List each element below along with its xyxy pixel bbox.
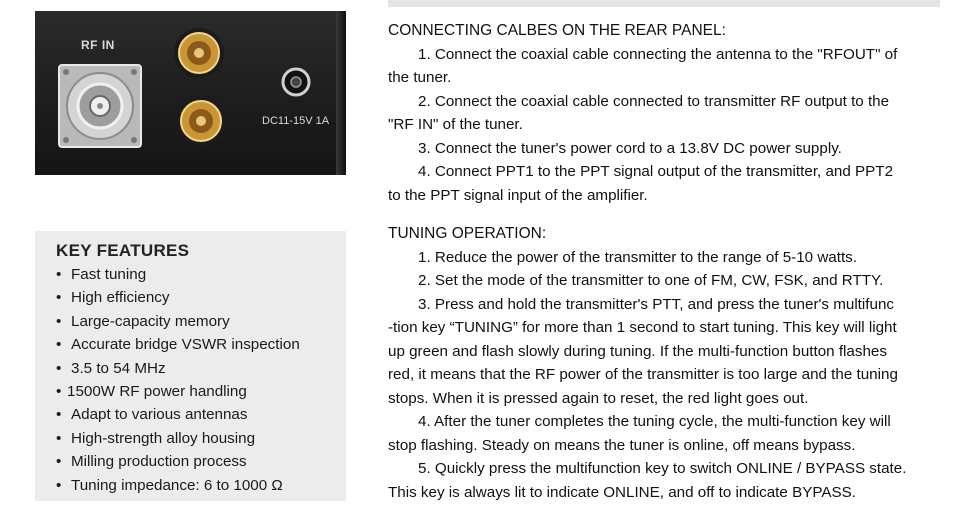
feature-item: • 1500W RF power handling: [56, 383, 247, 401]
rf-in-label: RF IN: [81, 38, 115, 52]
feature-item: • Tuning impedance: 6 to 1000 Ω: [56, 476, 283, 494]
instruction-line: 1. Connect the coaxial cable connecting the antenna to the "RFOUT" of: [418, 45, 898, 63]
feature-item: • Accurate bridge VSWR inspection: [56, 336, 300, 354]
dc-input-label: DC11-15V 1A: [262, 115, 330, 127]
tuning-operation-heading: TUNING OPERATION:: [388, 225, 547, 242]
feature-item: • Fast tuning: [56, 266, 147, 283]
instruction-line: 3. Connect the tuner's power cord to a 13.8V DC power supply.: [418, 139, 842, 157]
feature-item: • Adapt to various antennas: [56, 406, 248, 424]
instruction-line: to the PPT signal input of the amplifier.: [388, 186, 648, 204]
instruction-line: 2. Connect the coaxial cable connected to transmitter RF output to the: [418, 92, 890, 110]
tuning-operation-section: [388, 222, 954, 504]
feature-item: • 3.5 to 54 MHz: [56, 359, 166, 377]
feature-item: • High-strength alloy housing: [56, 429, 256, 447]
rear-panel-heading: CONNECTING CALBES ON THE REAR PANEL:: [388, 22, 726, 39]
top-divider-strip: [388, 0, 940, 7]
key-features-list: [56, 263, 300, 497]
instruction-line: up green and flash slowly during tuning. If the multi-function button flashes: [388, 342, 887, 360]
key-features-box: [35, 231, 346, 501]
instruction-line: 4. Connect PPT1 to the PPT signal output of the transmitter, and PPT2: [418, 163, 894, 180]
instruction-line: 1. Reduce the power of the transmitter to the range of 5-10 watts.: [418, 248, 857, 266]
instruction-line: red, it means that the RF power of the transmitter is too large and the tuning: [388, 366, 898, 383]
instruction-line: 5. Quickly press the multifunction key to switch ONLINE / BYPASS state.: [418, 460, 907, 477]
instruction-line: stops. When it is pressed again to reset, the red light goes out.: [388, 389, 809, 407]
rear-panel-section: [388, 19, 954, 207]
feature-item: • Large-capacity memory: [56, 312, 230, 330]
instruction-line: the tuner.: [388, 69, 452, 86]
key-features-title: KEY FEATURES: [56, 241, 190, 260]
instruction-line: This key is always lit to indicate ONLINE, and off to indicate BYPASS.: [388, 483, 856, 501]
instruction-line: 3. Press and hold the transmitter's PTT, and press the tuner's multifunc: [418, 295, 894, 313]
feature-item: • Milling production process: [56, 453, 247, 471]
panel-edge: [336, 11, 346, 175]
feature-item: • High efficiency: [56, 289, 170, 307]
instruction-line: "RF IN" of the tuner.: [388, 116, 523, 133]
rear-panel-illustration: [35, 11, 346, 175]
instruction-line: -tion key “TUNING” for more than 1 second to start tuning. This key will light: [388, 319, 897, 336]
instruction-line: 4. After the tuner completes the tuning cycle, the multi-function key will: [418, 413, 891, 430]
instruction-line: stop flashing. Steady on means the tuner is online, off means bypass.: [388, 436, 856, 454]
rear-panel-photo: [35, 11, 346, 175]
instruction-line: 2. Set the mode of the transmitter to one of FM, CW, FSK, and RTTY.: [418, 272, 884, 289]
